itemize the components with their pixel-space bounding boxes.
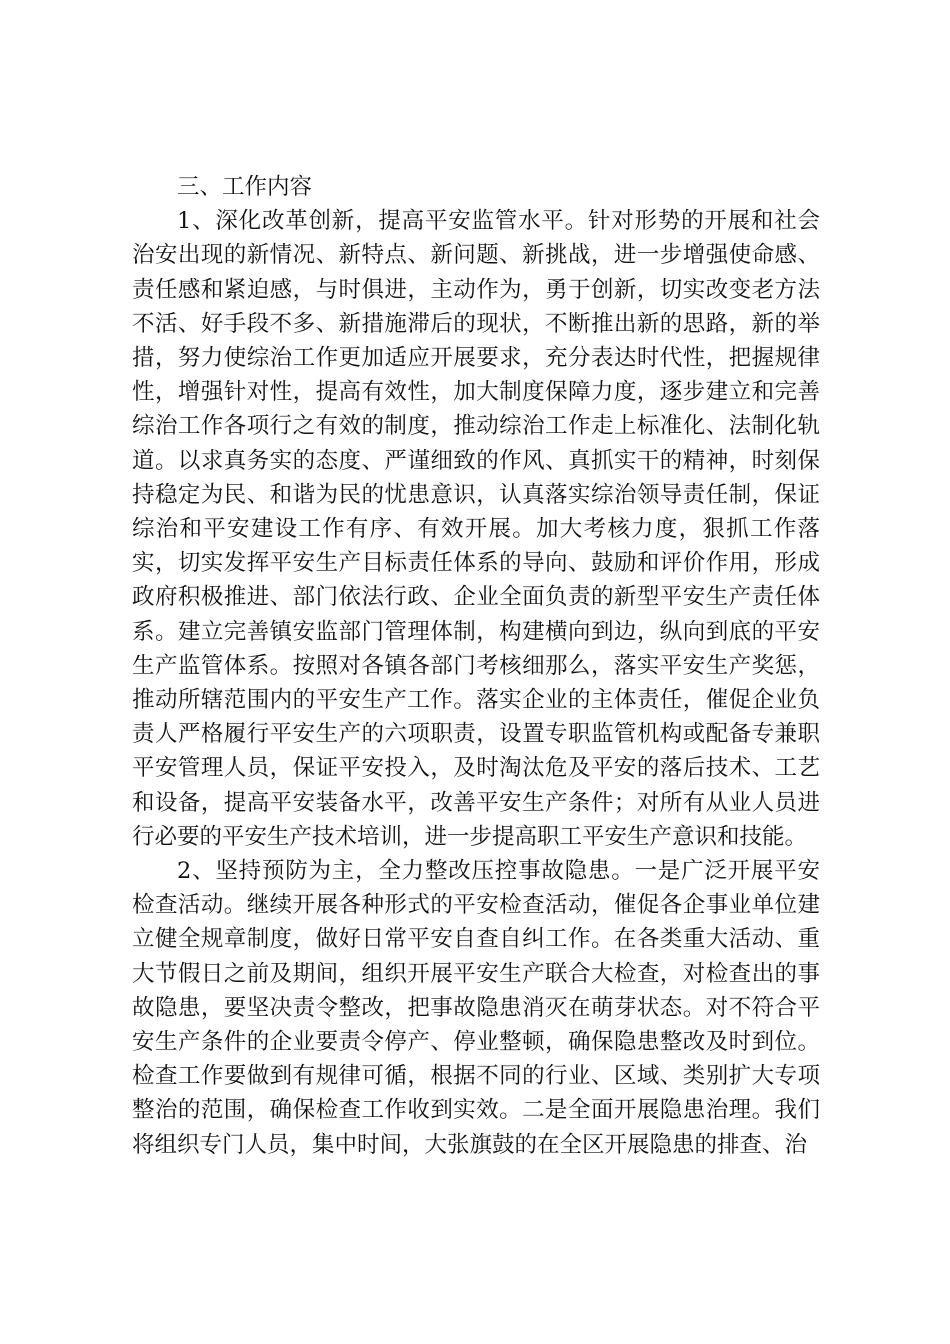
section-heading: 三、工作内容 [177, 174, 313, 200]
paragraph-1: 1、深化改革创新，提高平安监管水平。针对形势的开展和社会治安出现的新情况、新特点、新问题、新挑战，进一步增强使命感、责任感和紧迫感，与时俱进，主动作为，勇于创新，切实改变老方法不活、好手段不多、新措施滞后的现状，不断推出新的思路，新的举措，努力使综治工作更加适应开展要求，充分表达时代性，把握规律性，增强针对性，提高有效性，加大制度保障力度，逐步建立和完善综治工作各项行之有效的制度，推动综治工作走上标准化、法制化轨道。以求真务实的态度、严谨细致的作风、真抓实干的精神，时刻保持稳定为民、和谐为民的忧患意识，认真落实综治领导责任制，保证综治和平安建设工作有序、有效开展。加大考核力度，狠抓工作落实，切实发挥平安生产目标责任体系的导向、鼓励和评价作用，形成政府积极推进、部门依法行政、企业全面负责的新型平安生产责任体系。建立完善镇安监部门管理体制，构建横向到边，纵向到底的平安生产监管体系。按照对各镇各部门考核细那么，落实平安生产奖惩，推动所辖范围内的平安生产工作。落实企业的主体责任，催促企业负责人严格履行平安生产的六项职责，设置专职监管机构或配备专兼职平安管理人员，保证平安投入，及时淘汰危及平安的落后技术、工艺和设备，提高平安装备水平，改善平安生产条件；对所有从业人员进行必要的平安生产技术培训，进一步提高职工平安生产意识和技能。 [132, 208, 820, 850]
document-body [132, 170, 820, 1162]
paragraph-2: 2、坚持预防为主，全力整改压控事故隐患。一是广泛开展平安检查活动。继续开展各种形式的平安检查活动，催促各企事业单位建立健全规章制度，做好日常平安自查自纠工作。在各类重大活动、重大节假日之前及期间，组织开展平安生产联合大检查，对检查出的事故隐患，要坚决责令整改，把事故隐患消灭在萌芽状态。对不符合平安生产条件的企业要责令停产、停业整顿，确保隐患整改及时到位。检查工作要做到有规律可循，根据不同的行业、区域、类别扩大专项整治的范围，确保检查工作收到实效。二是全面开展隐患治理。我们将组织专门人员，集中时间，大张旗鼓的在全区开展隐患的排查、治 [132, 858, 820, 1158]
